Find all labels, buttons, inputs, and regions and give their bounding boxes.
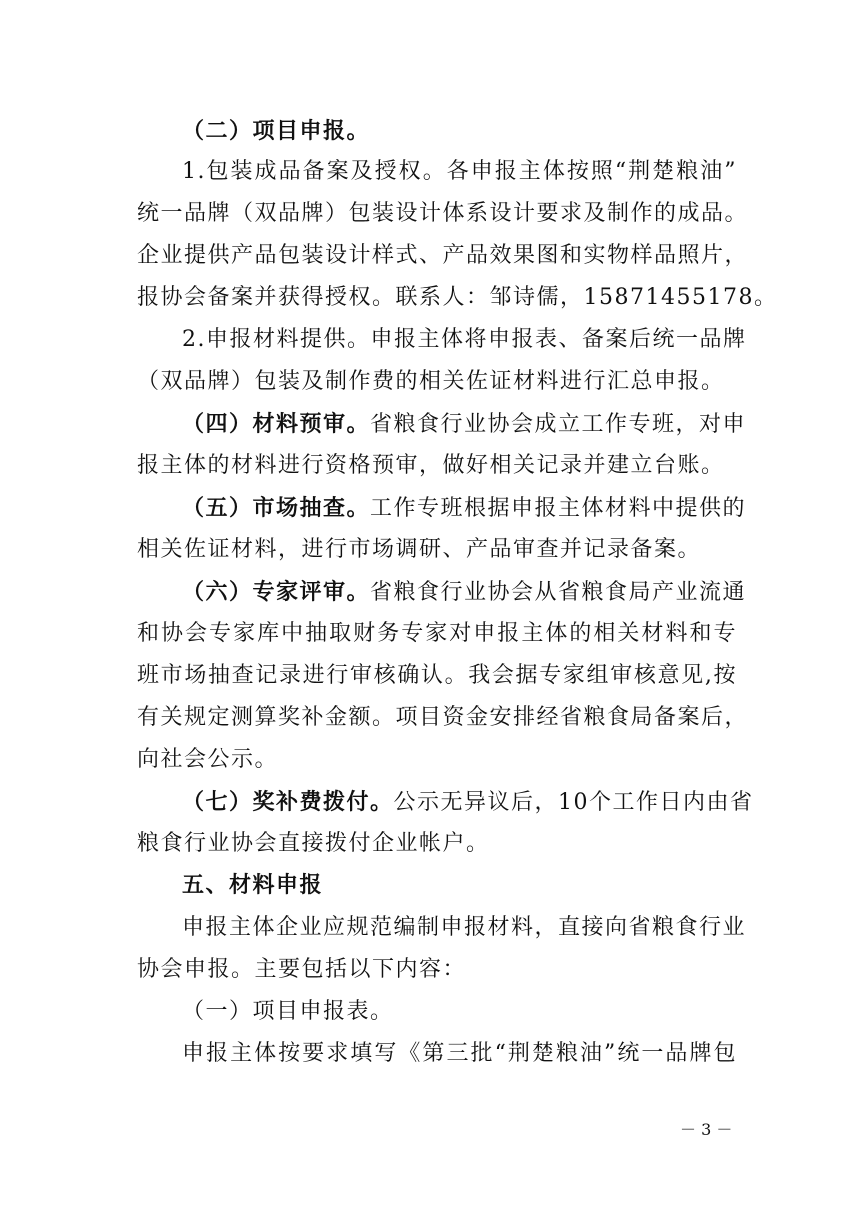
- subheading-application-form: （一）项目申报表。: [182, 999, 394, 1024]
- paragraph-market-check: [182, 493, 747, 524]
- body-text: 公示无异议后，10个工作日内由省: [393, 790, 754, 815]
- body-line: 向社会公示。: [137, 747, 279, 772]
- section-heading-expert-review: （六）专家评审。: [182, 579, 371, 605]
- paragraph-expert-review: [182, 577, 747, 608]
- body-text: 工作专班根据申报主体材料中提供的: [370, 496, 747, 521]
- paragraph-material-review: [182, 409, 747, 440]
- body-text: 省粮食行业协会成立工作专班，对申: [370, 412, 747, 437]
- body-text: 省粮食行业协会从省粮食局产业流通: [370, 580, 747, 605]
- body-line: 企业提供产品包装设计样式、产品效果图和实物样品照片，: [137, 243, 749, 268]
- body-line: 统一品牌（双品牌）包装设计体系设计要求及制作的成品。: [137, 201, 749, 226]
- body-line: 2.申报材料提供。申报主体将申报表、备案后统一品牌: [182, 327, 747, 352]
- body-line: 报协会备案并获得授权。联系人：邹诗儒，15871455178。: [137, 285, 778, 310]
- body-line: 申报主体企业应规范编制申报材料，直接向省粮食行业: [182, 915, 747, 940]
- section-heading-material-review: （四）材料预审。: [182, 411, 371, 437]
- body-line: （双品牌）包装及制作费的相关佐证材料进行汇总申报。: [137, 369, 725, 394]
- section-heading-subsidy-payment: （七）奖补费拨付。: [182, 789, 394, 815]
- section-heading-project-application: （二）项目申报。: [182, 118, 371, 144]
- body-line: 1.包装成品备案及授权。各申报主体按照“荆楚粮油”: [182, 159, 737, 184]
- body-line: 申报主体按要求填写《第三批“荆楚粮油”统一品牌包: [182, 1041, 737, 1066]
- body-line: 相关佐证材料，进行市场调研、产品审查并记录备案。: [137, 537, 702, 562]
- body-line: 协会申报。主要包括以下内容：: [137, 957, 467, 982]
- page-number: － 3 －: [680, 1120, 733, 1139]
- paragraph-subsidy-payment: [182, 787, 754, 818]
- body-line: 报主体的材料进行资格预审，做好相关记录并建立台账。: [137, 453, 725, 478]
- body-line: 和协会专家库中抽取财务专家对申报主体的相关材料和专: [137, 621, 737, 646]
- chapter-heading-material-application: 五、材料申报: [182, 873, 324, 898]
- body-line: 班市场抽查记录进行审核确认。我会据专家组审核意见,按: [137, 663, 737, 688]
- body-line: 有关规定测算奖补金额。项目资金安排经省粮食局备案后，: [137, 705, 749, 730]
- body-line: 粮食行业协会直接拨付企业帐户。: [137, 831, 490, 856]
- section-heading-market-check: （五）市场抽查。: [182, 495, 371, 521]
